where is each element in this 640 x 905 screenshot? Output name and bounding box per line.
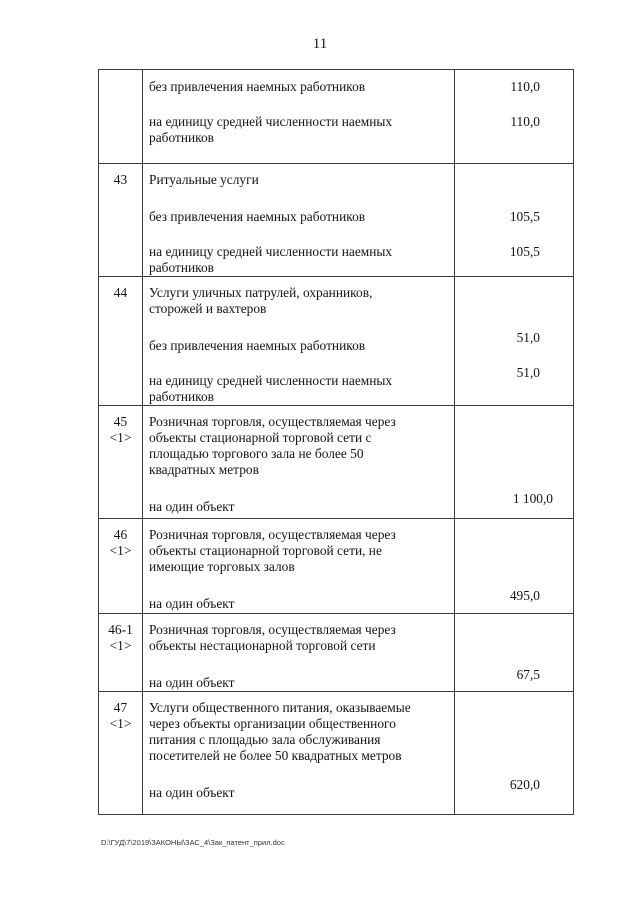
row-number: 44: [113, 285, 128, 300]
sub-label: на один объект: [149, 499, 235, 514]
row-number-cell: [99, 406, 143, 519]
row-name-cell: [143, 70, 455, 164]
row-number: 46: [113, 527, 128, 542]
row-title: Услуги общественного питания, оказываемые через объекты организации общественного питания с площадью зала обслуживания посетителей не более 50 квадратных метров: [149, 700, 411, 763]
sub-value: 495,0: [509, 588, 540, 603]
row-value-cell: [455, 164, 574, 277]
row-title: Розничная торговля, осуществляемая через объекты стационарной торговой сети, не имеющие торговых залов: [149, 527, 396, 574]
sub-label: на единицу средней численности наемных работников: [149, 114, 393, 145]
sub-value: 110,0: [510, 114, 540, 129]
sub-label: на один объект: [149, 596, 235, 611]
row-title: Ритуальные услуги: [149, 172, 259, 187]
row-value-cell: [455, 692, 574, 815]
table-row: [99, 519, 574, 614]
row-note: <1>: [109, 638, 132, 653]
row-note: <1>: [109, 716, 132, 731]
sub-label: на один объект: [149, 785, 235, 800]
row-value-cell: [455, 614, 574, 692]
row-name-cell: [143, 406, 455, 519]
sub-value: 105,5: [509, 244, 540, 259]
rates-table: [98, 69, 574, 815]
table-row: [99, 164, 574, 277]
row-number-cell: [99, 692, 143, 815]
table-row: [99, 692, 574, 815]
page-number: 11: [312, 36, 328, 52]
sub-value: 1 100,0: [512, 491, 553, 506]
table-row: [99, 406, 574, 519]
table-row: [99, 70, 574, 164]
sub-label: без привлечения наемных работников: [149, 338, 366, 353]
row-number-cell: [99, 519, 143, 614]
row-name-cell: [143, 692, 455, 815]
sub-value: 51,0: [516, 365, 540, 380]
row-number-cell: [99, 164, 143, 277]
row-name-cell: [143, 614, 455, 692]
sub-label: на один объект: [149, 675, 235, 690]
row-name-cell: [143, 519, 455, 614]
sub-label: без привлечения наемных работников: [149, 79, 366, 94]
row-value-cell: [455, 519, 574, 614]
table-row: [99, 614, 574, 692]
row-number: 45: [113, 414, 128, 429]
row-note: <1>: [109, 430, 132, 445]
row-value-cell: [455, 70, 574, 164]
row-number: 46-1: [108, 622, 133, 637]
sub-label: без привлечения наемных работников: [149, 209, 366, 224]
row-number-cell: [99, 277, 143, 406]
row-title: Розничная торговля, осуществляемая через объекты стационарной торговой сети с площадью торгового зала не более 50 квадратных метров: [149, 414, 396, 477]
sub-value: 110,0: [510, 79, 540, 94]
sub-label: на единицу средней численности наемных работников: [149, 244, 393, 275]
table-row: [99, 277, 574, 406]
row-name-cell: [143, 277, 455, 406]
row-number: 47: [113, 700, 128, 715]
row-note: <1>: [109, 543, 132, 558]
row-title: Розничная торговля, осуществляемая через объекты нестационарной торговой сети: [149, 622, 396, 653]
row-number: 43: [113, 172, 128, 187]
row-title: Услуги уличных патрулей, охранников, сторожей и вахтеров: [149, 285, 373, 316]
sub-label: на единицу средней численности наемных работников: [149, 373, 393, 404]
footer-file-path: D:\ГУД\7\2019\ЗАКОНЫ\ЗАС_4\Зак_патент_прил.doc: [101, 838, 285, 847]
sub-value: 105,5: [509, 209, 540, 224]
sub-value: 620,0: [509, 777, 540, 792]
sub-value: 51,0: [516, 330, 540, 345]
row-value-cell: [455, 406, 574, 519]
row-number-cell: [99, 70, 143, 164]
row-name-cell: [143, 164, 455, 277]
row-number-cell: [99, 614, 143, 692]
sub-value: 67,5: [516, 667, 540, 682]
row-value-cell: [455, 277, 574, 406]
